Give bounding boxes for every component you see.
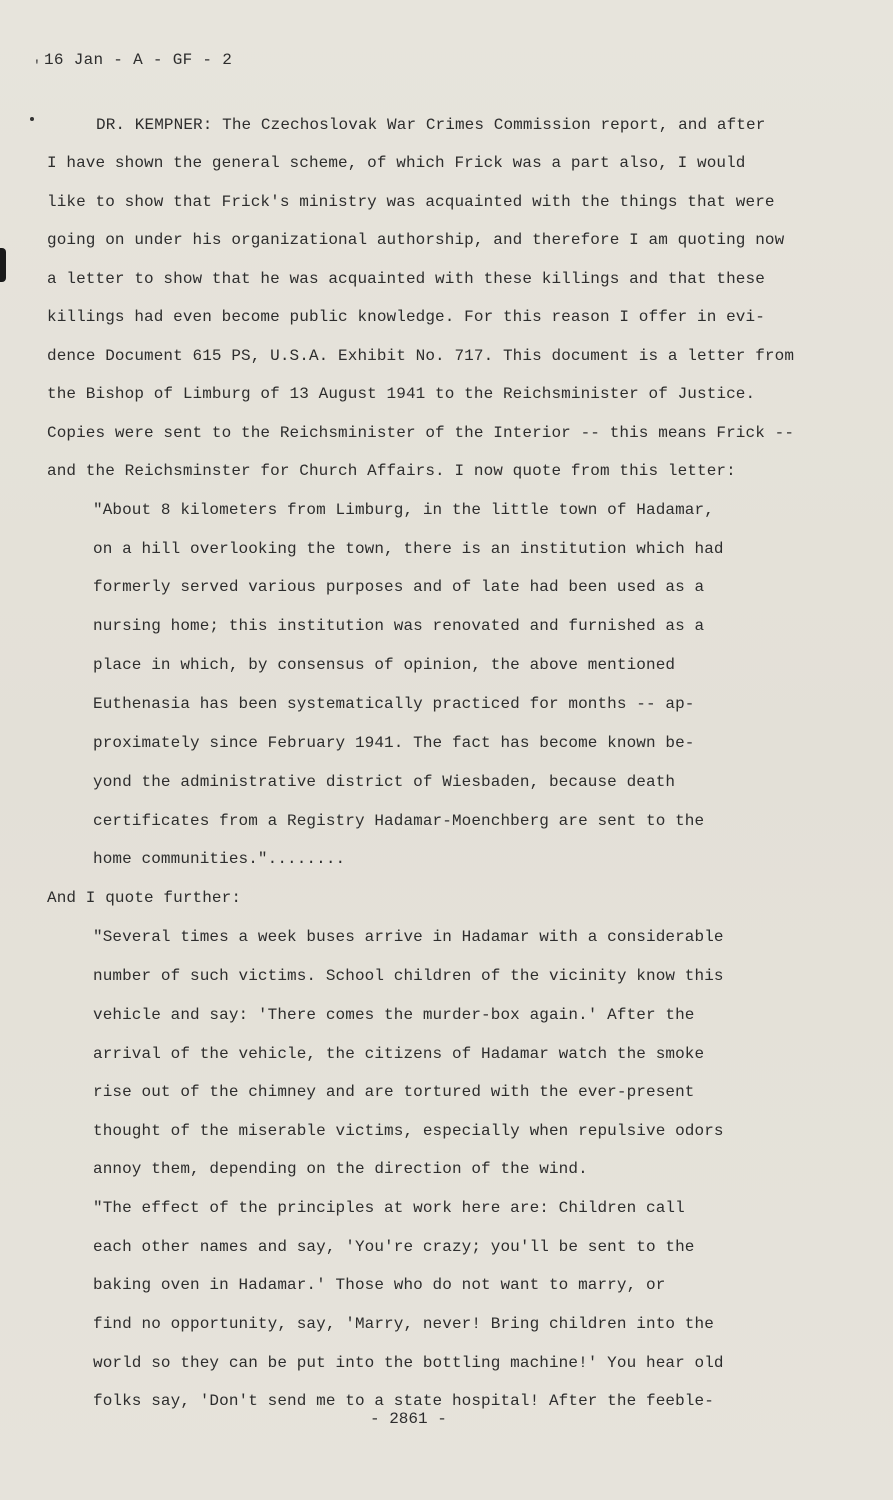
quote-line: find no opportunity, say, 'Marry, never! Bring children into the — [93, 1315, 714, 1333]
text-line: the Bishop of Limburg of 13 August 1941 to the Reichsminister of Justice. — [47, 385, 756, 403]
quote-line: home communities."........ — [93, 850, 346, 868]
quote-line: "Several times a week buses arrive in Hadamar with a considerable — [93, 928, 724, 946]
quote-line: folks say, 'Don't send me to a state hospital! After the feeble- — [93, 1392, 714, 1410]
quote-line: formerly served various purposes and of late had been used as a — [93, 578, 705, 596]
quote-line: baking oven in Hadamar.' Those who do not want to marry, or — [93, 1276, 666, 1294]
page-header: 16 Jan - A - GF - 2 — [44, 51, 233, 69]
quote-line: place in which, by consensus of opinion, the above mentioned — [93, 656, 676, 674]
quote-line: proximately since February 1941. The fact has become known be- — [93, 734, 695, 752]
text-line: And I quote further: — [47, 889, 242, 907]
text-line: like to show that Frick's ministry was acquainted with the things that were — [47, 193, 775, 211]
quote-line: "About 8 kilometers from Limburg, in the little town of Hadamar, — [93, 501, 714, 519]
quote-line: number of such victims. School children of the vicinity know this — [93, 967, 724, 985]
quote-line: world so they can be put into the bottling machine!' You hear old — [93, 1354, 724, 1372]
text-line: a letter to show that he was acquainted with these killings and that these — [47, 270, 765, 288]
quote-line: Euthenasia has been systematically practiced for months -- ap- — [93, 695, 695, 713]
quote-line: arrival of the vehicle, the citizens of Hadamar watch the smoke — [93, 1045, 705, 1063]
margin-dot-mark — [30, 117, 34, 121]
quote-line: nursing home; this institution was renovated and furnished as a — [93, 617, 705, 635]
quote-line: rise out of the chimney and are tortured with the ever-present — [93, 1083, 695, 1101]
text-line: I have shown the general scheme, of which Frick was a part also, I would — [47, 154, 746, 172]
text-line: dence Document 615 PS, U.S.A. Exhibit No. 717. This document is a letter from — [47, 347, 795, 365]
text-line: killings had even become public knowledge. For this reason I offer in evi- — [47, 308, 765, 326]
page-number: - 2861 - — [370, 1410, 447, 1428]
text-line: DR. KEMPNER: The Czechoslovak War Crimes Commission report, and after — [96, 116, 766, 134]
binder-hole-mark — [0, 248, 6, 282]
quote-line: on a hill overlooking the town, there is an institution which had — [93, 540, 724, 558]
quote-line: "The effect of the principles at work here are: Children call — [93, 1199, 685, 1217]
quote-line: thought of the miserable victims, especially when repulsive odors — [93, 1122, 724, 1140]
text-line: going on under his organizational authorship, and therefore I am quoting now — [47, 231, 785, 249]
quote-line: annoy them, depending on the direction of the wind. — [93, 1160, 588, 1178]
quote-line: vehicle and say: 'There comes the murder-box again.' After the — [93, 1006, 695, 1024]
text-line: Copies were sent to the Reichsminister of the Interior -- this means Frick -- — [47, 424, 795, 442]
margin-tick-mark: ' — [33, 58, 41, 73]
text-line: and the Reichsminster for Church Affairs. I now quote from this letter: — [47, 462, 736, 480]
quote-line: each other names and say, 'You're crazy; you'll be sent to the — [93, 1238, 695, 1256]
quote-line: yond the administrative district of Wiesbaden, because death — [93, 773, 676, 791]
quote-line: certificates from a Registry Hadamar-Moenchberg are sent to the — [93, 812, 705, 830]
